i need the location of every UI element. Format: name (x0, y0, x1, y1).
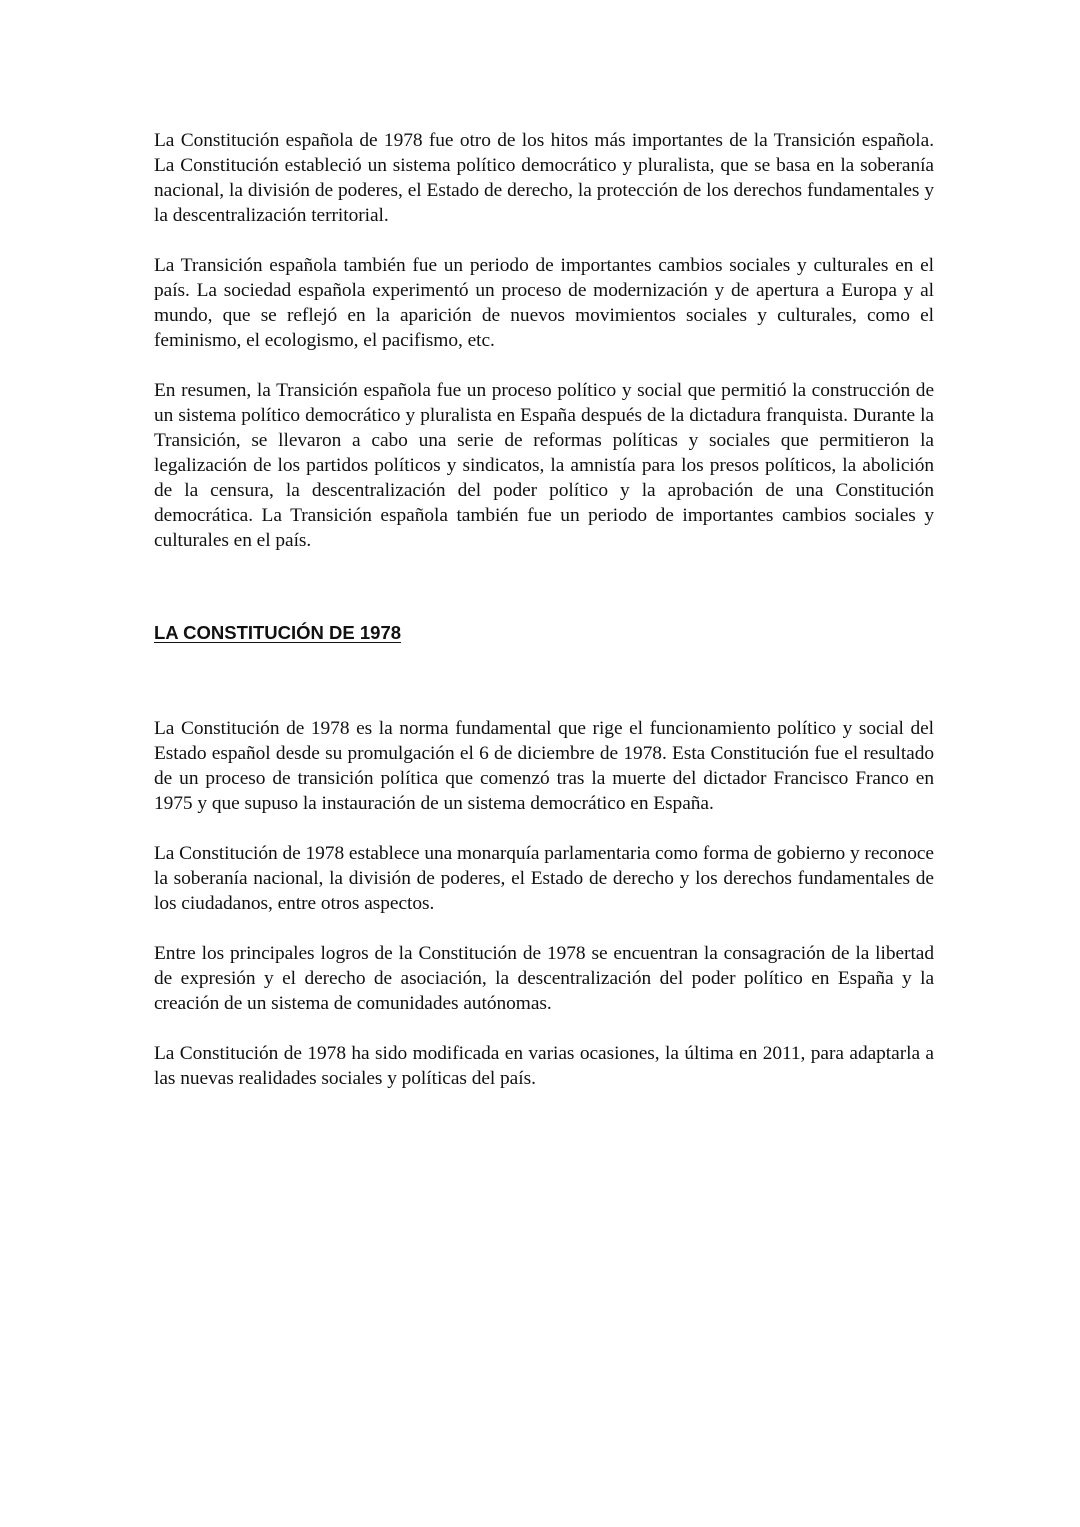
section-heading-wrapper (154, 621, 934, 645)
paragraph-amendments: La Constitución de 1978 ha sido modificada en varias ocasiones, la última en 2011, para adaptarla a las nuevas realidades sociales y políticas del país. (154, 1043, 934, 1089)
paragraph-achievements: Entre los principales logros de la Constitución de 1978 se encuentran la consagración de la libertad de expresión y el derecho de asociación, la descentralización del poder político en España y la creación de un sistema de comunidades autónomas. (154, 943, 934, 1014)
paragraph-constitution-milestone: La Constitución española de 1978 fue otro de los hitos más importantes de la Transición española. La Constitución estableció un sistema político democrático y pluralista, que se basa en la soberanía nacional, la división de poderes, el Estado de derecho, la protección de los derechos fundamentales y la descentralización territorial. (154, 130, 934, 226)
paragraph-social-changes: La Transición española también fue un periodo de importantes cambios sociales y culturales en el país. La sociedad española experimentó un proceso de modernización y de apertura a Europa y al mundo, que se reflejó en la aparición de nuevos movimientos sociales y culturales, como el feminismo, el ecologismo, el pacifismo, etc. (154, 255, 934, 351)
document-body (154, 128, 934, 1091)
paragraph-summary: En resumen, la Transición española fue un proceso político y social que permitió la construcción de un sistema político democrático y pluralista en España después de la dictadura franquista. Durante la Transición, se llevaron a cabo una serie de reformas políticas y sociales que permitieron la legalización de los partidos políticos y sindicatos, la amnistía para los presos políticos, la abolición de la censura, la descentralización del poder político y la aprobación de una Constitución democrática. La Transición española también fue un periodo de importantes cambios sociales y culturales en el país. (154, 380, 934, 551)
paragraph-parliamentary-monarchy: La Constitución de 1978 establece una monarquía parlamentaria como forma de gobierno y reconoce la soberanía nacional, la división de poderes, el Estado de derecho y los derechos fundamentales de los ciudadanos, entre otros aspectos. (154, 843, 934, 914)
section-heading: LA CONSTITUCIÓN DE 1978 (154, 622, 402, 643)
paragraph-fundamental-norm: La Constitución de 1978 es la norma fundamental que rige el funcionamiento político y social del Estado español desde su promulgación el 6 de diciembre de 1978. Esta Constitución fue el resultado de un proceso de transición política que comenzó tras la muerte del dictador Francisco Franco en 1975 y que supuso la instauración de un sistema democrático en España. (154, 718, 934, 814)
